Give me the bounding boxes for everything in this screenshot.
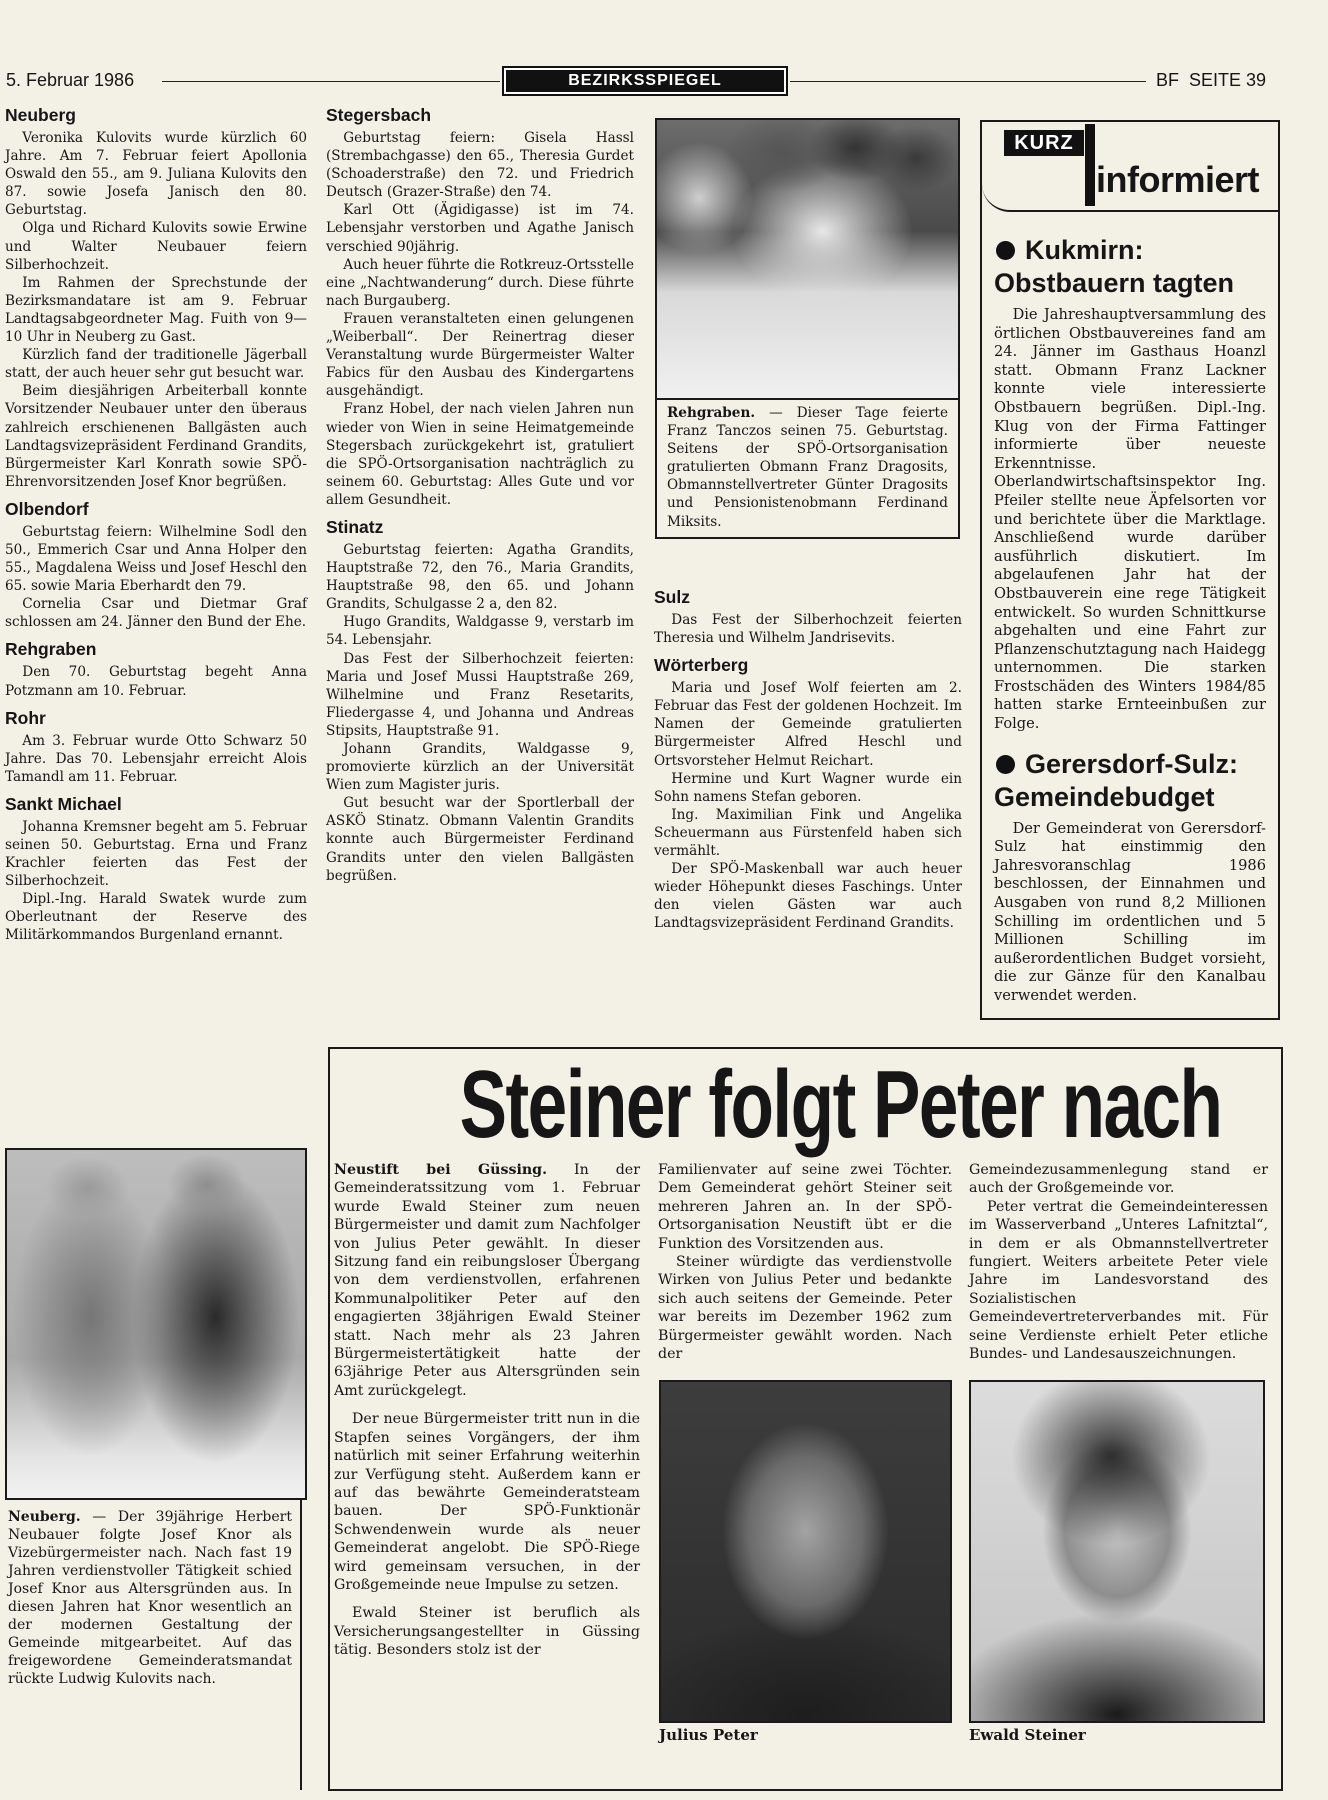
kurz-item-text: Die Jahreshauptversammlung des örtlichen Obstbauvereines fand am 24. Jänner im Gasthaus Hoanzl statt. Obmann Franz Lackner konnte viele interessierte Obstbauern begrüßen. Dipl.-Ing. Klug von der Firma Fattinger informierte über neueste Erkenntnisse. Oberlandwirtschaftsinspektor Ing. Pfeiler stellte neue Äpfelsorten vor und berichtete über die Marktlage. Anschließend wurde darüber ausführlich diskutiert. Im abgelaufenen Jahr hat der Obstbauverein eine rege Tätigkeit entwickelt. So wurden Schnittkurse abgehalten und eine Fahrt zur Pflanzenschutztagung nach Haidegg unternommen. Die starken Frostschäden des Winters 1984/85 hatten starke Ernteeinbußen zur Folge.	[994, 306, 1266, 733]
paragraph: Franz Hobel, der nach vielen Jahren nun wieder von Wien in seine Heimatgemeinde Stegersbach zurückgekehrt ist, gratuliert die SPÖ-Ortsorganisation nachträglich zu seinem 60. Geburtstag: Alles Gute und vor allem Gesundheit.	[326, 401, 634, 508]
section-head-sulz: Sulz	[654, 587, 690, 607]
kurz-informiert-header	[982, 122, 1278, 212]
paragraph: Beim diesjährigen Arbeiterball konnte Vorsitzender Neubauer unter den überaus zahlreich erschienenen Ballgästen auch Landtagsvizepräsident Ferdinand Grandits, Bürgermeister Karl Konrath sowie SPÖ-Ehrenvorsitzenden Josef Knor begrüßen.	[5, 383, 307, 490]
paragraph: Das Fest der Silberhochzeit feierten: Maria und Josef Mussi Hauptstraße 269, Wilhelmine und Franz Resetarits, Fliedergasse 4, und Johanna und Andreas Stipsits, Hauptstraße 91.	[326, 650, 634, 739]
section-head-neuberg: Neuberg	[5, 105, 76, 125]
article-column-3	[969, 1161, 1268, 1363]
paragraph: Kürzlich fand der traditionelle Jägerball statt, der auch heuer sehr gut besucht war.	[5, 347, 307, 382]
page-number: BF SEITE 39	[1156, 70, 1267, 90]
section-badge	[502, 66, 788, 96]
section-head-olbendorf: Olbendorf	[5, 498, 89, 519]
article-column-1	[334, 1161, 640, 1660]
neuberg-photo-caption	[8, 1508, 292, 1688]
caption-text: — Dieser Tage feierte Franz Tanczos seinen 75. Geburtstag. Seitens der SPÖ-Ortsorganisation gratulierten Obmann Franz Dragosits, Obmannstellvertreter Günter Dragosits und Pensionistenobmann Ferdinand Miksits.	[667, 405, 948, 530]
rehgraben-birthday-photo	[655, 118, 960, 400]
section-head-rohr: Rohr	[5, 707, 46, 728]
ewald-steiner-portrait	[969, 1380, 1265, 1723]
paragraph: Frauen veranstalteten einen gelungenen „Weiberball“. Der Reinertrag dieser Veranstaltung wurde Bürgermeister Walter Fabics für den Ausbau des Kindergartens ausgehändigt.	[326, 310, 634, 400]
paragraph: Peter vertrat die Gemeindeinteressen im Wasserverband „Unteres Lafnitztal“, in dem er als Obmannstellvertreter fungiert. Weiters arbeitete Peter viele Jahre im Landesvorstand des Sozialistischen Gemeindevertreterverbandes mit. Für seine Verdienste erhielt Peter etliche Bundes- und Landesauszeichnungen.	[969, 1198, 1268, 1363]
column-2	[326, 104, 634, 885]
paragraph: Johann Grandits, Waldgasse 9, promovierte kürzlich an der Universität Wien zum Magister juris.	[326, 741, 634, 794]
julius-peter-portrait	[659, 1380, 952, 1723]
kurz-title: informiert	[1096, 159, 1260, 200]
photo-label-julius-peter: Julius Peter	[659, 1726, 758, 1744]
kurz-items	[994, 234, 1266, 1006]
paragraph: Neustift bei Güssing. In der Gemeinderatssitzung vom 1. Februar wurde Ewald Steiner zum neuen Bürgermeister und damit zum Nachfolger von Julius Peter gewählt. In dieser Sitzung fand ein reibungsloser Übergang von dem verdienstvollen, erfahrenen Kommunalpolitiker Peter auf den engagierten 38jährigen Ewald Steiner statt. Nach mehr als 23 Jahren Bürgermeistertätigkeit hatte der 63jährige Peter aus Altersgründen sein Amt zurückgelegt.	[334, 1162, 640, 1399]
article-column-2	[658, 1161, 952, 1363]
kurz-item-title: Gerersdorf-Sulz: Gemeindebudget	[994, 748, 1239, 812]
paragraph: Familienvater auf seine zwei Töchter. Dem Gemeinderat gehört Steiner seit mehreren Jahren an. In der SPÖ-Ortsorganisation Neustift übt er die Funktion des Vorsitzenden aus.	[658, 1162, 952, 1252]
caption-place: Neuberg.	[8, 1509, 81, 1525]
section-head-sankt-michael: Sankt Michael	[5, 793, 122, 814]
bullet-icon	[996, 755, 1015, 774]
paragraph: Geburtstag feierten: Agatha Grandits, Hauptstraße 72, den 76., Maria Grandits, Hauptstraße 98, den 65. und Johann Grandits, Schulgasse 2 a, den 82.	[326, 541, 634, 613]
bullet-icon	[996, 241, 1015, 260]
paragraph: Karl Ott (Ägidigasse) ist im 74. Lebensjahr verstorben und Agathe Janisch verschied 90jährig.	[326, 202, 634, 255]
section-title: BEZIRKSSPIEGEL	[506, 70, 784, 92]
neuberg-handshake-photo	[5, 1148, 307, 1500]
kurz-informiert-box	[980, 120, 1280, 1020]
rehgraben-photo-caption	[655, 400, 960, 539]
paragraph: Den 70. Geburtstag begeht Anna Potzmann am 10. Februar.	[5, 664, 307, 699]
caption-text: — Der 39jährige Herbert Neubauer folgte Josef Knor als Vizebürgermeister nach. Nach fast 19 Jahren verdienstvoller Tätigkeit schied Josef Knor aus Altersgründen aus. In diesen Jahren hat Knor wesentlich an der modernen Gestaltung der Gemeinde mitgearbeitet. Auf das freigewordene Gemeinderatsmandat rückte Ludwig Kulovits nach.	[8, 1509, 292, 1687]
section-head-stegersbach: Stegersbach	[326, 105, 432, 125]
paragraph: Johanna Kremsner begeht am 5. Februar seinen 50. Geburtstag. Erna und Franz Krachler feierten das Fest der Silberhochzeit.	[5, 818, 307, 890]
paragraph: Gut besucht war der Sportlerball der ASKÖ Stinatz. Obmann Valentin Grandits konnte auch Bürgermeister Ferdinand Grandits unter den vielen Ballgästen begrüßen.	[326, 795, 634, 884]
paragraph: Ing. Maximilian Fink und Angelika Scheuermann aus Fürstenfeld haben sich vermählt.	[654, 806, 962, 860]
column-1	[5, 104, 307, 945]
paragraph: Geburtstag feiern: Gisela Hassl (Strembachgasse) den 65., Theresia Gurdet (Schoaderstraße) den 72. und Friedrich Deutsch (Grazer-Straße) den 74.	[326, 130, 634, 201]
paragraph: Steiner würdigte das verdienstvolle Wirken von Julius Peter und bedankte sich auch seitens der Gemeinde. Peter war bereits im Dezember 1962 zum Bürgermeister gewählt worden. Nach der	[658, 1254, 952, 1363]
paragraph: Gemeindezusammenlegung stand er auch der Großgemeinde vor.	[969, 1162, 1268, 1197]
kurz-item-title: Kukmirn: Obstbauern tagten	[994, 235, 1235, 298]
paragraph: Veronika Kulovits wurde kürzlich 60 Jahre. Am 7. Februar feiert Apollonia Oswald den 55., am 9. Juliana Kulovits den 87. sowie Josefa Janisch den 80. Geburtstag.	[5, 130, 307, 219]
paragraph: Am 3. Februar wurde Otto Schwarz 50 Jahre. Das 70. Lebensjahr erreicht Alois Tamandl am 11. Februar.	[5, 732, 307, 785]
kurz-label: KURZ	[1004, 130, 1084, 156]
header-rule-right	[790, 81, 1146, 82]
article-headline: Steiner folgt Peter nach	[459, 1051, 1222, 1158]
section-head-woerterberg: Wörterberg	[654, 655, 749, 676]
kurz-item-text: Der Gemeinderat von Gerersdorf-Sulz hat einstimmig den Jahresvoranschlag 1986 beschlossen, der Einnahmen und Ausgaben von rund 8,2 Millionen Schilling im ordentlichen und 5 Millionen Schilling im außerordentlichen Budget vorsieht, die zur Gänze für den Kanalbau verwendet werden.	[994, 819, 1266, 1004]
paragraph: Maria und Josef Wolf feierten am 2. Februar das Fest der goldenen Hochzeit. Im Namen der Gemeinde gratulierten Bürgermeister Alfred Heschl und Ortsvorsteher Helmut Reichart.	[654, 680, 962, 769]
paragraph: Geburtstag feiern: Wilhelmine Sodl den 50., Emmerich Csar und Anna Holper den 55., Magdalena Weiss und Josef Heschl den 65. sowie Maria Eberhardt den 79.	[5, 523, 307, 595]
paragraph: Hermine und Kurt Wagner wurde ein Sohn namens Stefan geboren.	[654, 770, 962, 805]
section-head-stinatz: Stinatz	[326, 516, 384, 537]
paragraph: Im Rahmen der Sprechstunde der Bezirksmandatare ist am 9. Februar Landtagsabgeordneter Mag. Fuith von 9—10 Uhr in Neuberg zu Gast.	[5, 274, 307, 346]
photo-label-ewald-steiner: Ewald Steiner	[969, 1726, 1086, 1744]
dateline: Neustift bei Güssing.	[334, 1162, 548, 1178]
paragraph: Hugo Grandits, Waldgasse 9, verstarb im 54. Lebensjahr.	[326, 614, 634, 649]
paragraph: Olga und Richard Kulovits sowie Erwine und Walter Neubauer feiern Silberhochzeit.	[5, 220, 307, 273]
kurz-bar	[1085, 124, 1095, 206]
section-head-rehgraben: Rehgraben	[5, 639, 97, 660]
paragraph: Der neue Bürgermeister tritt nun in die Stapfen seines Vorgängers, der ihm natürlich mit seiner Erfahrung weiterhin zur Verfügung steht. Außerdem kann er auf das bewährte Gemeinderatsteam bauen. Der SPÖ-Funktionär Schwendenwein wurde als neuer Gemeinderat angelobt. Die SPÖ-Riege wird gemeinsam versuchen, in der Großgemeinde neue Impulse zu setzen.	[334, 1411, 640, 1593]
column-3	[654, 586, 962, 933]
header-rule-left	[162, 81, 500, 82]
paragraph: Dipl.-Ing. Harald Swatek wurde zum Oberleutnant der Reserve des Militärkommandos Burgenland ernannt.	[5, 891, 307, 944]
caption-rule	[300, 1500, 302, 1790]
paragraph: Cornelia Csar und Dietmar Graf schlossen am 24. Jänner den Bund der Ehe.	[5, 596, 307, 631]
paragraph: Der SPÖ-Maskenball war auch heuer wieder Höhepunkt dieses Faschings. Unter den vielen Gästen war auch Landtagsvizepräsident Ferdinand Grandits.	[654, 861, 962, 932]
issue-date: 5. Februar 1986	[6, 70, 135, 90]
paragraph: Ewald Steiner ist beruflich als Versicherungsangestellter in Güssing tätig. Besonders stolz ist der	[334, 1605, 640, 1659]
caption-place: Rehgraben.	[667, 405, 756, 421]
paragraph: Auch heuer führte die Rotkreuz-Ortsstelle eine „Nachtwanderung“ durch. Diese führte nach Burgauberg.	[326, 256, 634, 309]
paragraph: Das Fest der Silberhochzeit feierten Theresia und Wilhelm Jandrisevits.	[654, 612, 962, 647]
